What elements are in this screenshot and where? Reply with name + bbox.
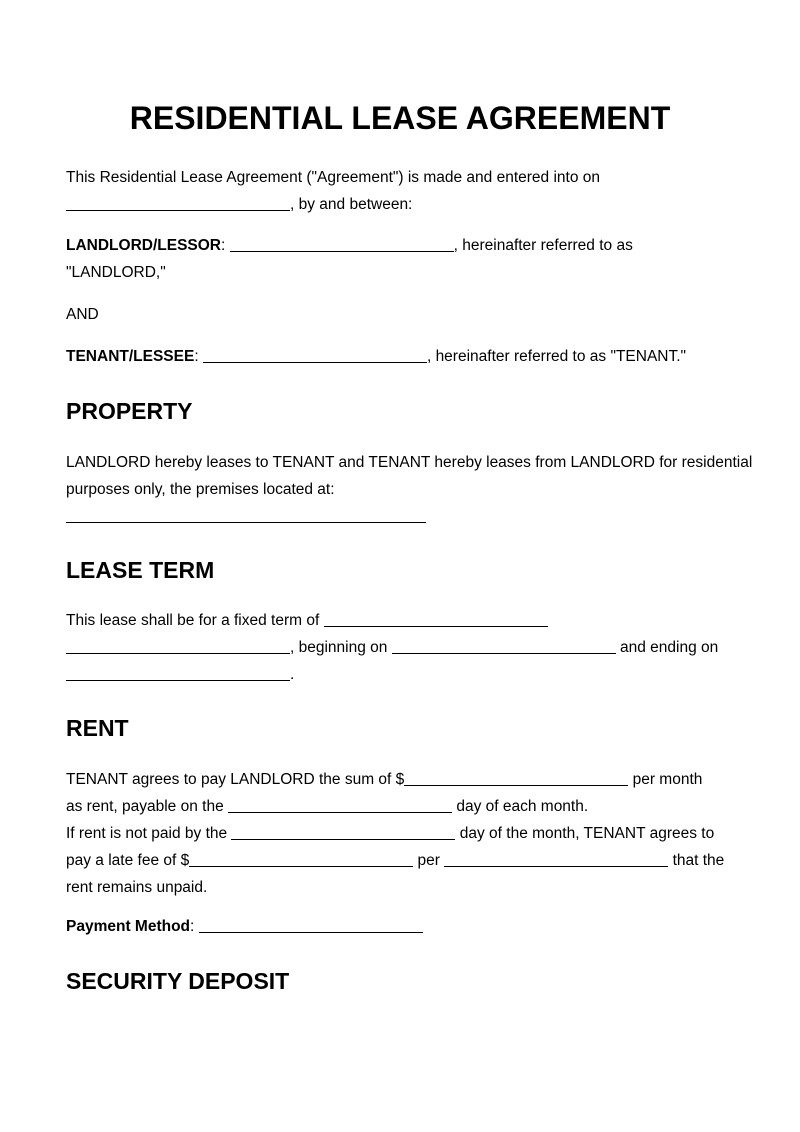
- rent-amount-blank[interactable]: [404, 784, 628, 786]
- late-fee-period-blank[interactable]: [444, 865, 668, 867]
- lease-term-text2: , beginning on: [290, 639, 388, 656]
- rent-line5: rent remains unpaid.: [66, 879, 208, 896]
- tenant-suffix: , hereinafter referred to as "TENANT.": [426, 348, 687, 365]
- rent-line4b: per: [417, 852, 440, 869]
- landlord-paragraph: [66, 232, 756, 286]
- intro-paragraph: [66, 164, 756, 218]
- document-title: RESIDENTIAL LEASE AGREEMENT: [129, 100, 671, 136]
- lease-term-text3: and ending on: [620, 639, 719, 656]
- intro-text: This Residential Lease Agreement ("Agreement") is made and entered into on: [66, 169, 601, 186]
- landlord-suffix: , hereinafter referred to as: [453, 237, 633, 254]
- premises-address-blank[interactable]: [66, 521, 426, 523]
- end-date-blank[interactable]: [66, 679, 290, 681]
- lease-term-text4: .: [290, 666, 295, 683]
- tenant-name-blank[interactable]: [203, 361, 427, 363]
- start-date-blank[interactable]: [392, 652, 616, 654]
- rent-line3a: If rent is not paid by the: [66, 825, 228, 842]
- property-text: LANDLORD hereby leases to TENANT and TENANT hereby leases from LANDLORD for residential purposes only, the premises located at:: [66, 454, 753, 498]
- rent-line2a: as rent, payable on the: [66, 798, 224, 815]
- late-fee-blank[interactable]: [189, 865, 413, 867]
- rent-heading: RENT: [66, 715, 129, 741]
- rent-line4a: pay a late fee of $: [66, 852, 190, 869]
- landlord-colon: :: [221, 237, 226, 254]
- property-heading: PROPERTY: [66, 398, 193, 424]
- agreement-date-blank[interactable]: [66, 209, 290, 211]
- rent-line2b: day of each month.: [456, 798, 589, 815]
- payment-method-row: [66, 913, 756, 940]
- payment-method-blank[interactable]: [199, 931, 423, 933]
- late-day-blank[interactable]: [231, 838, 455, 840]
- rent-paragraph: [66, 766, 756, 901]
- lease-term-heading: LEASE TERM: [66, 557, 215, 583]
- rent-due-day-blank[interactable]: [228, 811, 452, 813]
- landlord-name-blank[interactable]: [230, 250, 454, 252]
- lease-term-text1: This lease shall be for a fixed term of: [66, 612, 320, 629]
- rent-line4c: that the: [672, 852, 725, 869]
- payment-method-label: Payment Method: [66, 918, 191, 935]
- rent-line1a: TENANT agrees to pay LANDLORD the sum of $: [66, 771, 405, 788]
- and-text: AND: [66, 306, 99, 323]
- payment-method-colon: :: [190, 918, 195, 935]
- tenant-colon: :: [194, 348, 199, 365]
- rent-line3b: day of the month, TENANT agrees to: [459, 825, 715, 842]
- property-paragraph: [66, 449, 756, 530]
- term-length-blank-2[interactable]: [66, 652, 290, 654]
- landlord-alias: "LANDLORD,": [66, 264, 166, 281]
- tenant-label: TENANT/LESSEE: [66, 348, 195, 365]
- lease-term-paragraph: [66, 607, 756, 688]
- term-length-blank[interactable]: [324, 625, 548, 627]
- landlord-label: LANDLORD/LESSOR: [66, 237, 221, 254]
- intro-suffix: , by and between:: [290, 196, 413, 213]
- tenant-paragraph: [66, 343, 756, 370]
- security-deposit-heading: SECURITY DEPOSIT: [66, 968, 290, 994]
- rent-line1b: per month: [632, 771, 703, 788]
